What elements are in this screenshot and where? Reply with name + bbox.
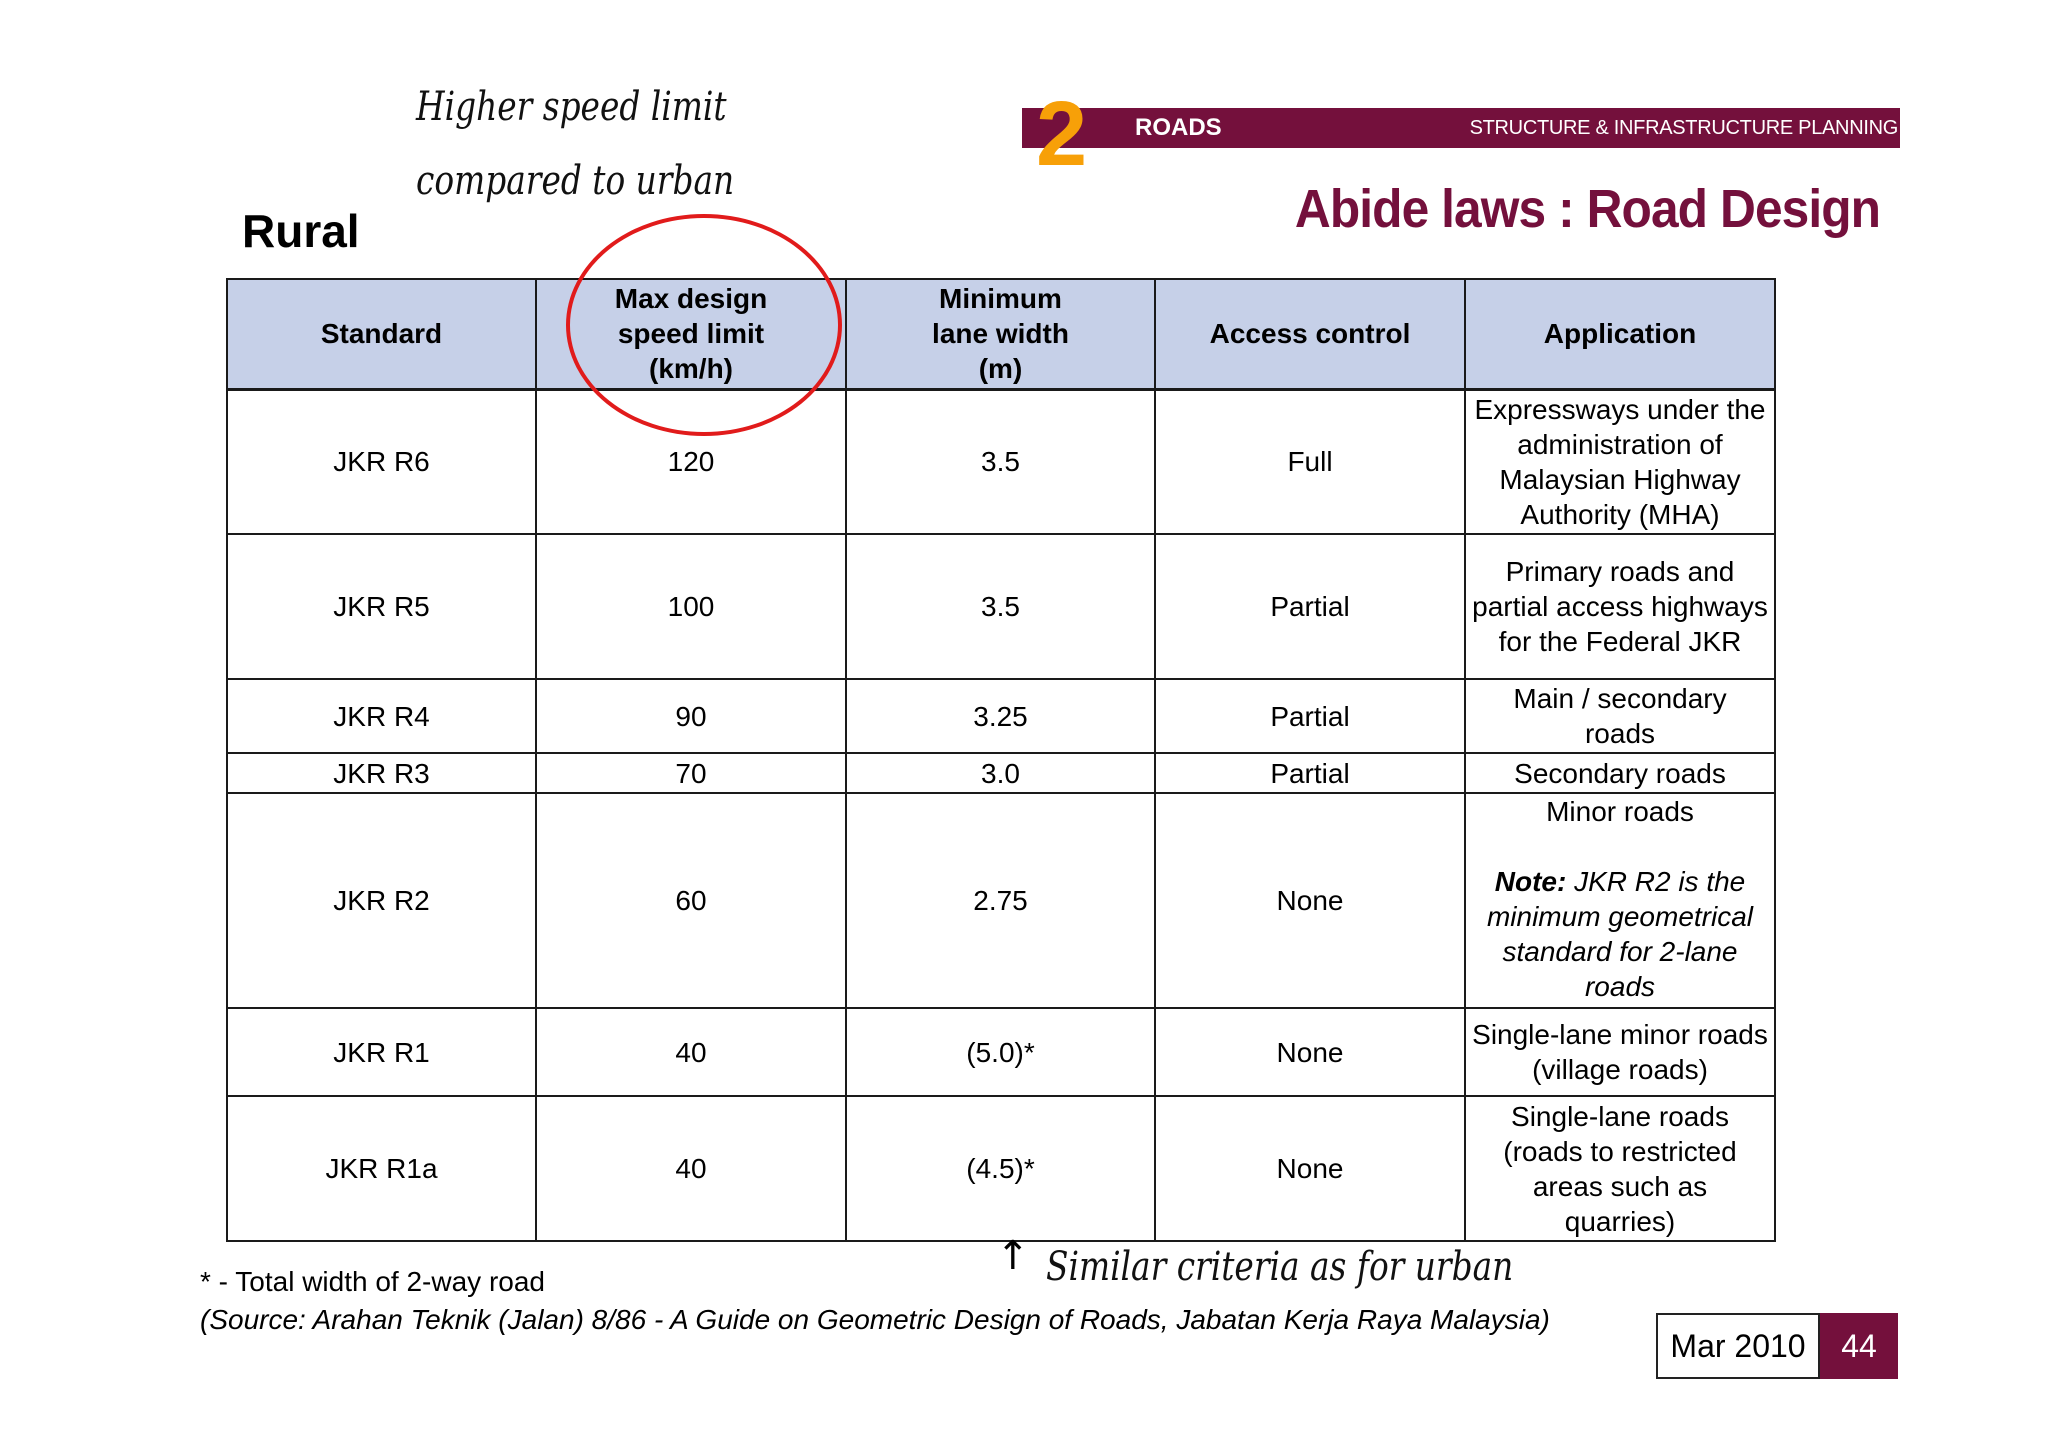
cell-application: Single-lane minor roads (village roads) xyxy=(1465,1008,1775,1096)
source-citation: (Source: Arahan Teknik (Jalan) 8/86 - A Guide on Geometric Design of Roads, Jabatan Kerja Raya Malaysia) xyxy=(200,1304,1550,1335)
cell-standard: JKR R2 xyxy=(227,793,536,1008)
cell-standard: JKR R3 xyxy=(227,753,536,793)
cell-access: Partial xyxy=(1155,534,1465,679)
cell-application: Single-lane roads (roads to restricted areas such as quarries) xyxy=(1465,1096,1775,1241)
header-subtitle: STRUCTURE & INFRASTRUCTURE PLANNING xyxy=(1469,117,1898,139)
cell-standard: JKR R6 xyxy=(227,389,536,534)
cell-speed: 60 xyxy=(536,793,846,1008)
cell-access: Partial xyxy=(1155,679,1465,753)
handwritten-note-bottom: Similar criteria as for urban xyxy=(1046,1244,1514,1290)
cell-width: 3.5 xyxy=(846,389,1155,534)
handwritten-note-top-line1: Higher speed limit xyxy=(416,84,727,130)
note-label: Note: xyxy=(1494,866,1567,897)
up-arrow-icon: ↑ xyxy=(996,1233,1030,1279)
cell-speed: 70 xyxy=(536,753,846,793)
cell-access: None xyxy=(1155,1008,1465,1096)
cell-application: Main / secondary roads xyxy=(1465,679,1775,753)
section-label: Rural xyxy=(242,205,360,257)
page-number: 44 xyxy=(1820,1313,1898,1379)
cell-access: Full xyxy=(1155,389,1465,534)
cell-standard: JKR R4 xyxy=(227,679,536,753)
table-row xyxy=(227,389,1775,534)
footnote: * - Total width of 2-way road xyxy=(200,1266,545,1297)
table-row xyxy=(227,753,1775,793)
cell-width: 3.0 xyxy=(846,753,1155,793)
cell-speed: 40 xyxy=(536,1096,846,1241)
table-row xyxy=(227,679,1775,753)
cell-standard: JKR R5 xyxy=(227,534,536,679)
application-text: Minor roads xyxy=(1546,796,1694,827)
table-row xyxy=(227,534,1775,679)
handwritten-note-top-line2: compared to urban xyxy=(416,158,735,204)
column-header-speed: Max design speed limit (km/h) xyxy=(536,279,846,389)
column-header-application: Application xyxy=(1465,279,1775,389)
cell-speed: 40 xyxy=(536,1008,846,1096)
table-row xyxy=(227,1096,1775,1241)
cell-access: None xyxy=(1155,793,1465,1008)
cell-speed: 120 xyxy=(536,389,846,534)
cell-width: (5.0)* xyxy=(846,1008,1155,1096)
column-header-standard: Standard xyxy=(227,279,536,389)
cell-standard: JKR R1 xyxy=(227,1008,536,1096)
note-text: JKR R2 is the minimum geometrical standard for 2-lane roads xyxy=(1486,866,1754,1002)
cell-speed: 90 xyxy=(536,679,846,753)
road-standards-table xyxy=(226,278,1776,1242)
cell-speed: 100 xyxy=(536,534,846,679)
application-note xyxy=(1472,864,1768,1004)
table-row xyxy=(227,1008,1775,1096)
cell-width: 2.75 xyxy=(846,793,1155,1008)
section-number: 2 xyxy=(1036,83,1086,185)
cell-standard: JKR R1a xyxy=(227,1096,536,1241)
cell-access: Partial xyxy=(1155,753,1465,793)
cell-application: Expressways under the administration of Malaysian Highway Authority (MHA) xyxy=(1465,389,1775,534)
cell-application: Secondary roads xyxy=(1465,753,1775,793)
cell-application xyxy=(1465,793,1775,1008)
cell-width: (4.5)* xyxy=(846,1096,1155,1241)
date-label: Mar 2010 xyxy=(1656,1313,1820,1379)
column-header-lane-width: Minimum lane width (m) xyxy=(846,279,1155,389)
table-header-row xyxy=(227,279,1775,389)
cell-application: Primary roads and partial access highways for the Federal JKR xyxy=(1465,534,1775,679)
section-name: ROADS xyxy=(1135,114,1222,141)
page-title: Abide laws : Road Design xyxy=(1294,179,1880,239)
cell-access: None xyxy=(1155,1096,1465,1241)
cell-width: 3.25 xyxy=(846,679,1155,753)
column-header-access: Access control xyxy=(1155,279,1465,389)
cell-width: 3.5 xyxy=(846,534,1155,679)
table-row xyxy=(227,793,1775,1008)
